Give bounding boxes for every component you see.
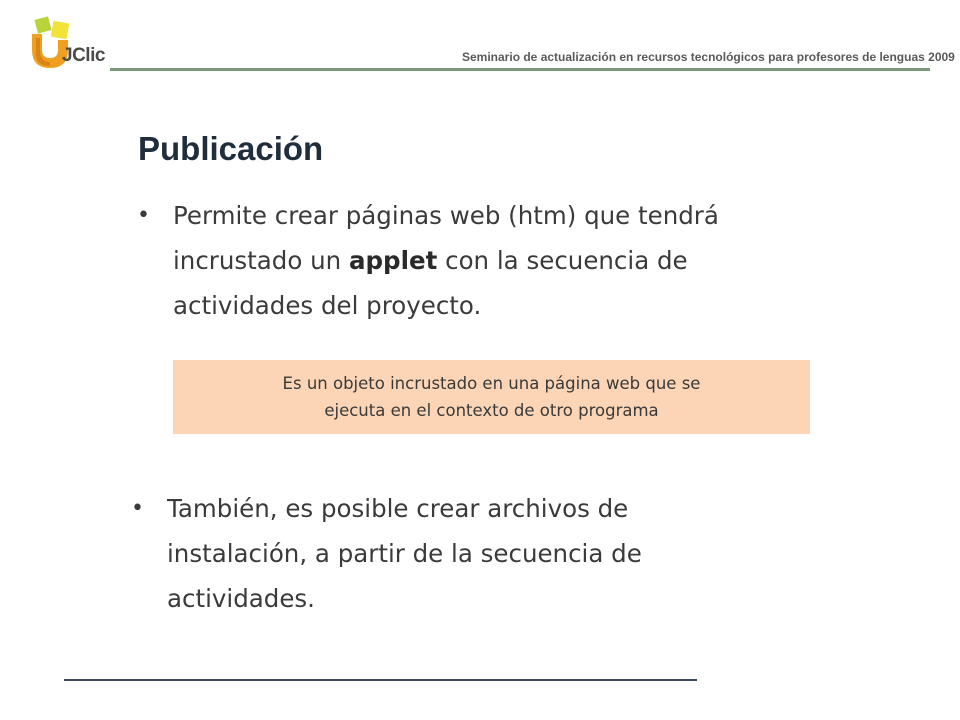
footer-divider — [64, 679, 697, 681]
bullet-bold-term: applet — [348, 246, 438, 275]
bullet-text: con la secuencia de — [437, 246, 688, 275]
bullet-line: actividades. — [167, 584, 315, 613]
bullet-item-installers — [131, 486, 807, 621]
bullet-dot-icon: • — [131, 496, 144, 521]
slide-title: Publicación — [138, 130, 324, 167]
note-line: Es un objeto incrustado en una página web que se — [282, 374, 701, 393]
bullet-line — [173, 238, 873, 283]
bullet-item-publish — [137, 193, 873, 328]
definition-note-box — [173, 360, 810, 434]
bullet-dot-icon: • — [137, 203, 150, 228]
bullet-text: incrustado un — [173, 246, 349, 275]
logo-text: JClic — [62, 45, 105, 66]
header-title: Seminario de actualización en recursos tecnológicos para profesores de lenguas 2009 — [462, 50, 955, 64]
bullet-line: Permite crear páginas web (htm) que tendrá — [173, 201, 719, 230]
bullet-line: También, es posible crear archivos de — [167, 494, 629, 523]
note-line: ejecuta en el contexto de otro programa — [324, 401, 659, 420]
bullet-line: actividades del proyecto. — [173, 291, 482, 320]
header-divider — [110, 68, 930, 71]
bullet-line: instalación, a partir de la secuencia de — [167, 539, 642, 568]
